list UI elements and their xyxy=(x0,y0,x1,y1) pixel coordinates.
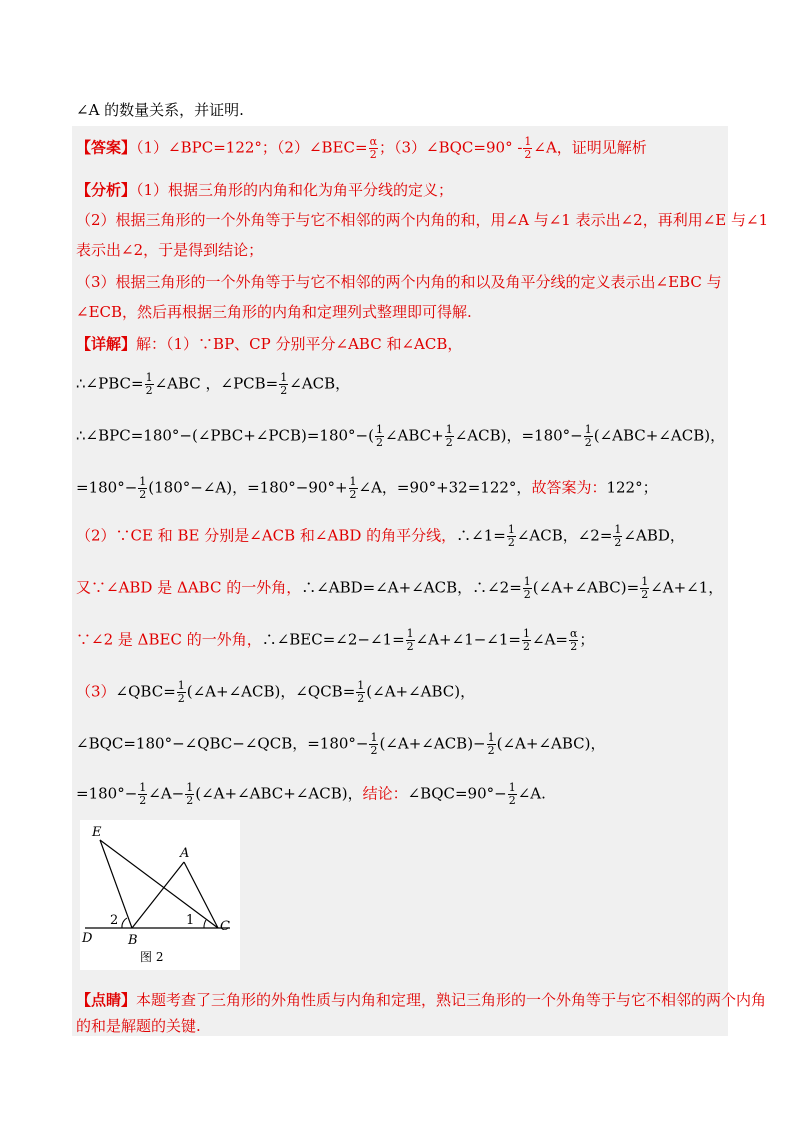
analysis-line-5: ∠ECB，然后再根据三角形的内角和定理列式整理即可得解. xyxy=(76,303,472,321)
geometry-figure xyxy=(80,820,240,970)
detail-line-5: （2）∵CE 和 BE 分别是∠ACB 和∠ABD 的角平分线，∴∠1= $\frac{1}{2}$ ∠ACB，∠2= $\frac{1}{2}$ ∠ABD， xyxy=(76,523,685,549)
triangle-diagram xyxy=(80,820,240,970)
comment-tag: 【点睛】 xyxy=(76,991,137,1009)
detail-line-8: （3）∠QBC= $\frac{1}{2}$ (∠A+∠ACB)，∠QCB= $\frac{1}{2}$ (∠A+∠ABC)， xyxy=(76,679,476,705)
label-angle-2: 2 xyxy=(110,913,119,928)
segment-ba xyxy=(132,862,184,928)
answer-tag: 【答案】 xyxy=(76,138,137,157)
label-a: A xyxy=(180,846,190,861)
detail-line-4: =180°− $\frac{1}{2}$ (180°−∠A)，=180°−90°+ $\frac{1}{2}$ ∠A，=90°+32=122°，故答案为：122°； xyxy=(76,475,658,501)
analysis-tag: 【分析】 xyxy=(76,181,137,199)
detail-tag: 【详解】 xyxy=(76,335,137,353)
detail-line-7: ∵∠2 是 ΔBEC 的一外角，∴∠BEC=∠2−∠1= $\frac{1}{2}$ ∠A+∠1−∠1= $\frac{1}{2}$ ∠A= $\frac{\alpha}{2}$ ； xyxy=(76,627,595,653)
analysis-line-3: 表示出∠2，于是得到结论； xyxy=(76,241,264,259)
analysis-line-1: 【分析】（1）根据三角形的内角和化为角平分线的定义； xyxy=(76,181,454,199)
label-e: E xyxy=(92,825,102,840)
figure-caption: 图 2 xyxy=(140,950,164,964)
comment-line-2: 的和是解题的关键. xyxy=(76,1017,201,1035)
answer-line: 【答案】（1）∠BPC=122°；（2）∠BEC= $\frac{\alpha}{2}$ ；（3）∠BQC=90° - $\frac{1}{2}$ ∠A，证明见解析 xyxy=(76,135,647,161)
label-b: B xyxy=(128,933,138,948)
fraction: $\frac{1}{2}$ xyxy=(524,135,532,161)
angle-2-arc xyxy=(122,918,127,928)
detail-line-2: ∴∠PBC= $\frac{1}{2}$ ∠ABC ，∠PCB= $\frac{1}{2}$ ∠ACB， xyxy=(76,371,351,397)
detail-line-6: 又∵∠ABD 是 ΔABC 的一外角，∴∠ABD=∠A+∠ACB，∴∠2= $\frac{1}{2}$ (∠A+∠ABC)= $\frac{1}{2}$ ∠A+∠1， xyxy=(76,575,724,601)
analysis-line-4: （3）根据三角形的一个外角等于与它不相邻的两个内角的和以及角平分线的定义表示出∠EBC 与 xyxy=(76,273,722,291)
detail-line-10: =180°− $\frac{1}{2}$ ∠A− $\frac{1}{2}$ (∠A+∠ABC+∠ACB)，结论：∠BQC=90°− $\frac{1}{2}$ ∠A. xyxy=(76,781,546,807)
detail-line-3: ∴∠BPC=180°−(∠PBC+∠PCB)=180°−( $\frac{1}{2}$ ∠ABC+ $\frac{1}{2}$ ∠ACB)，=180°− $\frac{1}{2}$ (∠ABC+∠ACB)， xyxy=(76,423,726,449)
intro-line: ∠A 的数量关系，并证明. xyxy=(76,101,244,119)
detail-line-9: ∠BQC=180°−∠QBC−∠QCB，=180°− $\frac{1}{2}$ (∠A+∠ACB)− $\frac{1}{2}$ (∠A+∠ABC)， xyxy=(76,731,606,757)
comment-line-1: 【点睛】本题考查了三角形的外角性质与内角和定理，熟记三角形的一个外角等于与它不相邻的两个内角 xyxy=(76,991,767,1009)
angle-1-arc xyxy=(204,920,206,928)
fraction: $\frac{\alpha}{2}$ xyxy=(369,135,377,161)
analysis-line-2: （2）根据三角形的一个外角等于与它不相邻的两个内角的和，用∠A 与∠1 表示出∠2，再利用∠E 与∠1 xyxy=(76,211,769,229)
label-d: D xyxy=(82,931,93,946)
detail-line-1: 【详解】解：（1）∵BP、CP 分别平分∠ABC 和∠ACB， xyxy=(76,335,463,353)
label-angle-1: 1 xyxy=(186,913,195,928)
label-c: C xyxy=(220,919,230,934)
